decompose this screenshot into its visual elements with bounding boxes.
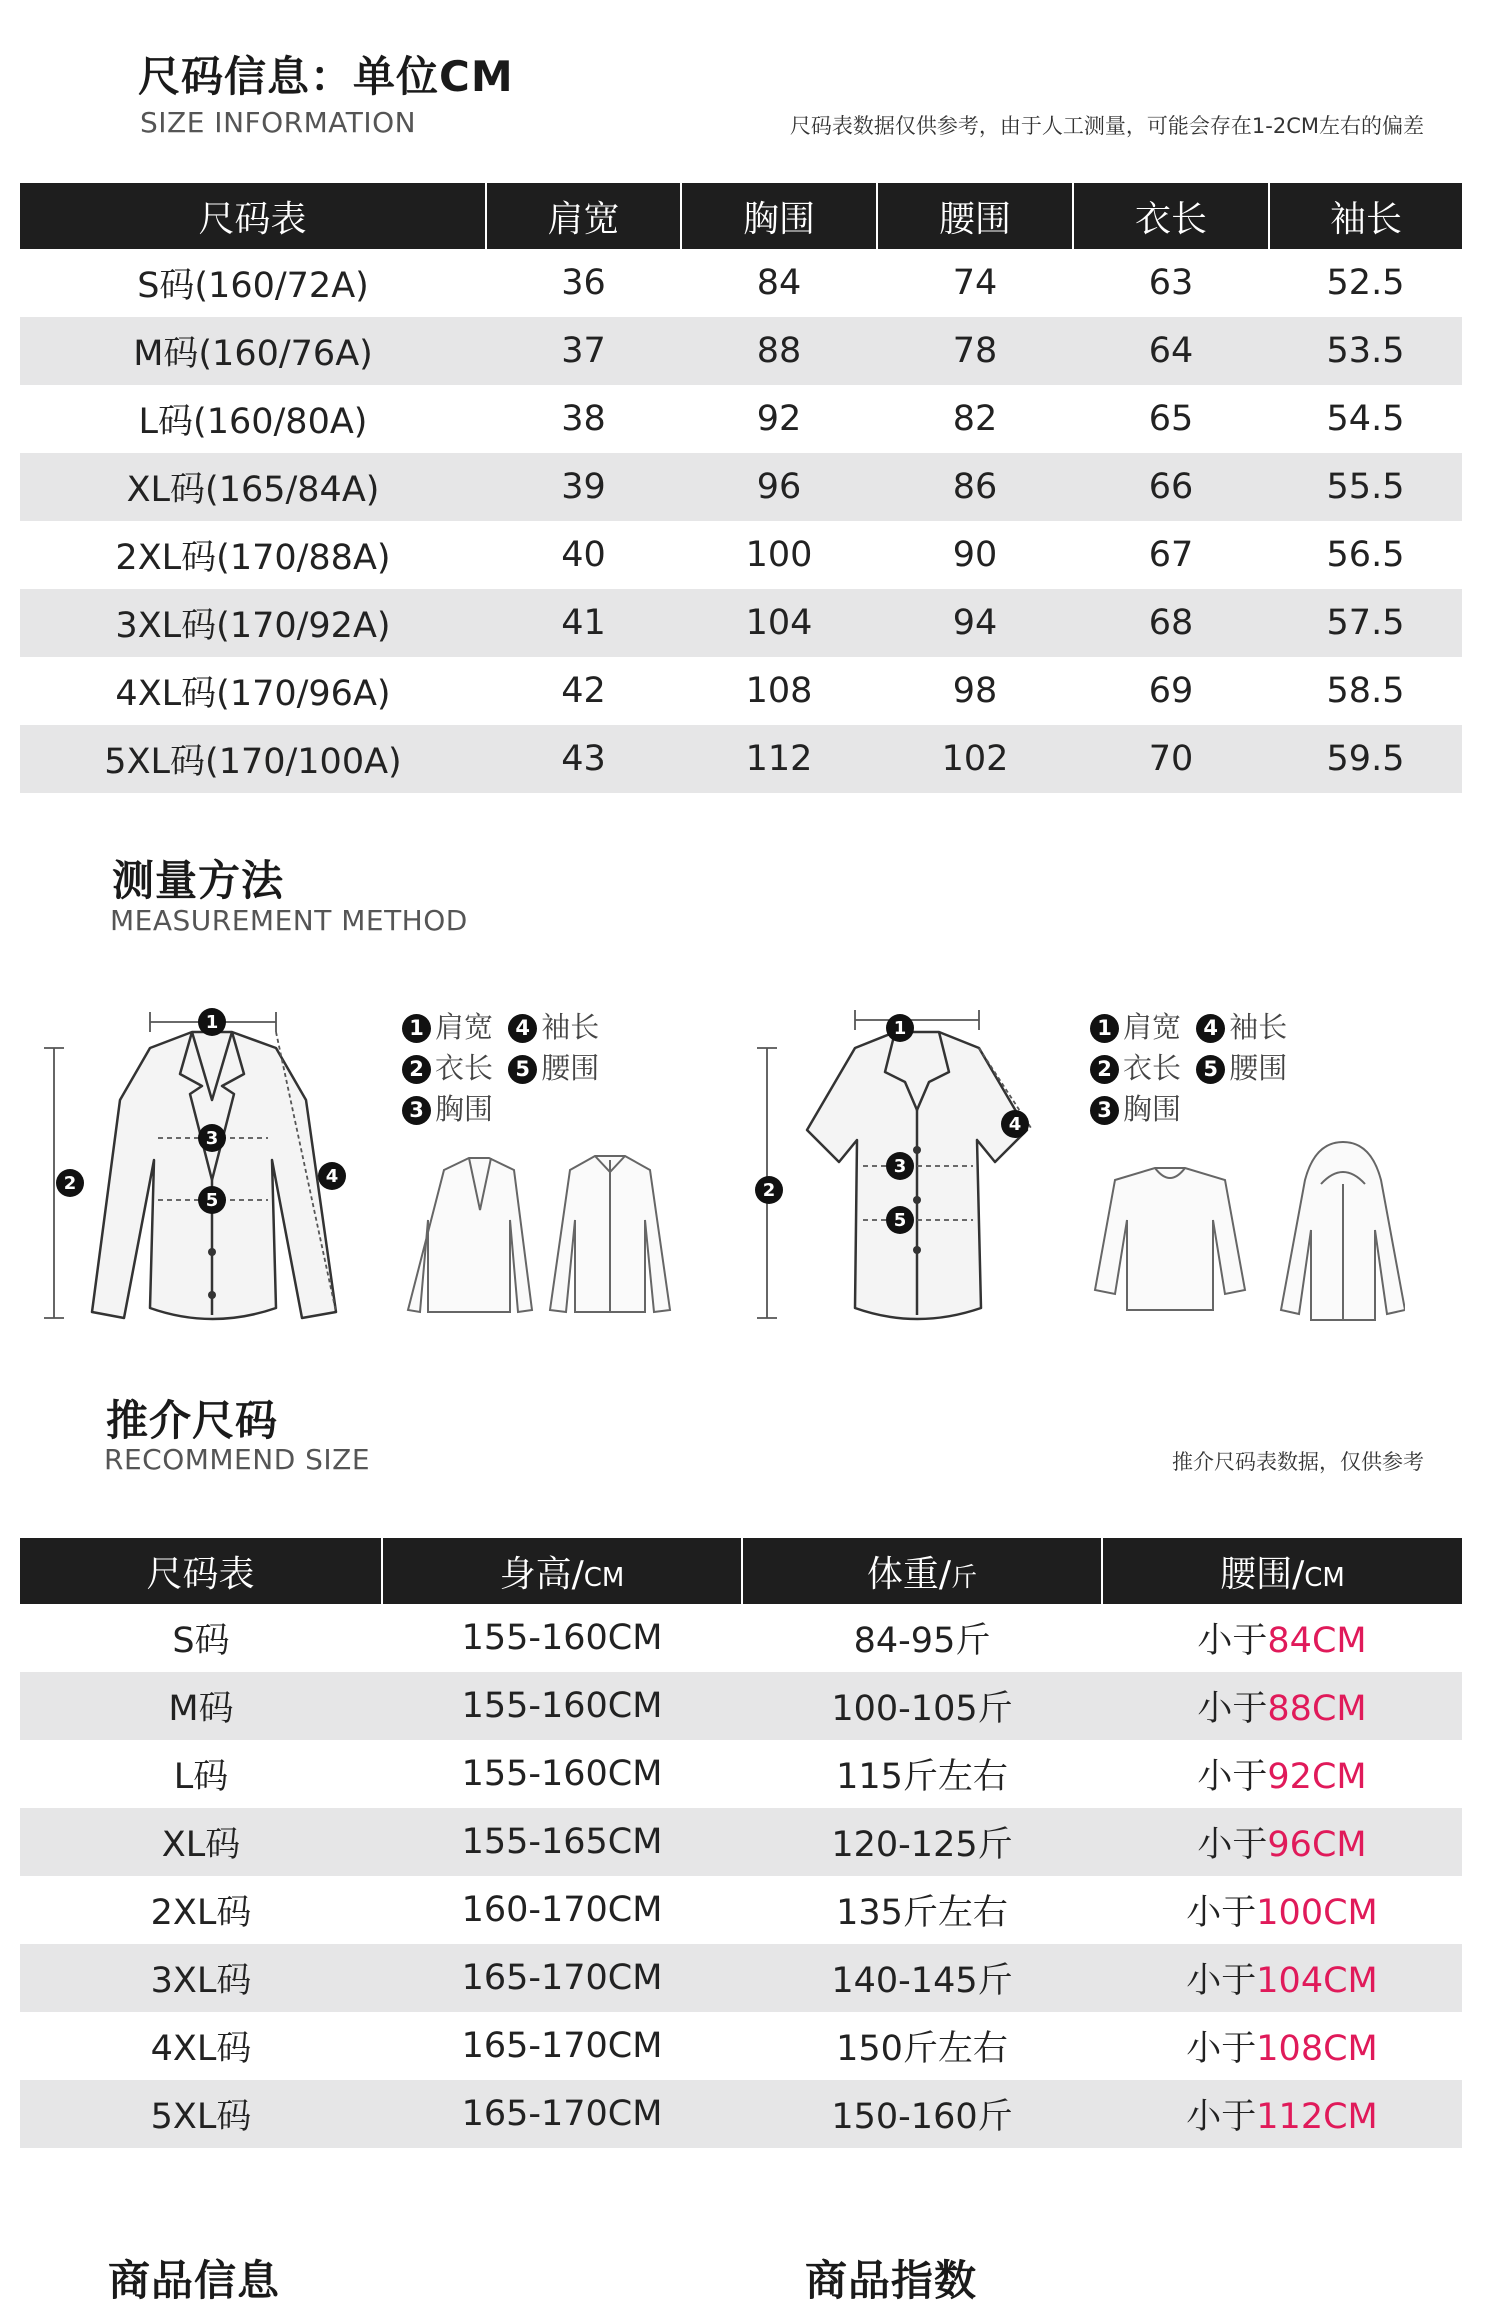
cell-size: 2XL码 <box>20 1876 382 1944</box>
cell-chest: 100 <box>681 521 877 589</box>
cell-shoulder: 37 <box>486 317 681 385</box>
cell-weight: 100-105斤 <box>742 1672 1102 1740</box>
legend-row <box>402 1046 599 1087</box>
waist-value: 88CM <box>1267 1689 1367 1729</box>
cell-chest: 96 <box>681 453 877 521</box>
legend-number-5: 5 <box>1196 1055 1225 1084</box>
cell-size: M码 <box>20 1672 382 1740</box>
cell-sleeve: 57.5 <box>1269 589 1462 657</box>
cell-length: 70 <box>1073 725 1269 793</box>
legend-number-2: 2 <box>1090 1055 1119 1084</box>
cell-sleeve: 59.5 <box>1269 725 1462 793</box>
header-waist-label: 腰围/ <box>1220 1553 1305 1595</box>
header-shoulder: 肩宽 <box>486 183 681 249</box>
cell-size: 3XL码 <box>20 1944 382 2012</box>
size-info-subtitle: SIZE INFORMATION <box>140 106 417 139</box>
cell-shoulder: 38 <box>486 385 681 453</box>
cell-shoulder: 40 <box>486 521 681 589</box>
cell-shoulder: 41 <box>486 589 681 657</box>
header-height-label: 身高/ <box>499 1553 584 1595</box>
size-table <box>20 183 1462 793</box>
cell-weight: 115斤左右 <box>742 1740 1102 1808</box>
recommend-note: 推介尺码表数据，仅供参考 <box>1172 1450 1424 1474</box>
legend-label-length: 衣长 <box>1123 1051 1182 1085</box>
legend-number-1: 1 <box>402 1014 431 1043</box>
cell-chest: 104 <box>681 589 877 657</box>
legend-number-4: 4 <box>508 1014 537 1043</box>
legend-number-4: 4 <box>1196 1014 1225 1043</box>
measurement-subtitle: MEASUREMENT METHOD <box>110 904 468 937</box>
svg-text:1: 1 <box>893 1018 907 1039</box>
svg-text:5: 5 <box>205 1190 219 1211</box>
cell-height: 155-160CM <box>382 1740 742 1808</box>
cell-size: 4XL码 <box>20 2012 382 2080</box>
cell-waist <box>1102 1740 1462 1808</box>
cell-waist <box>1102 1672 1462 1740</box>
hoodie-sketch-icon <box>1075 1140 1405 1330</box>
cell-weight: 150-160斤 <box>742 2080 1102 2148</box>
header-chest: 胸围 <box>681 183 877 249</box>
cell-length: 65 <box>1073 385 1269 453</box>
cell-waist <box>1102 1808 1462 1876</box>
cell-shoulder: 39 <box>486 453 681 521</box>
recommend-title: 推介尺码 <box>106 1396 279 1445</box>
legend-row <box>402 1005 599 1046</box>
cell-weight: 140-145斤 <box>742 1944 1102 2012</box>
header-waist-unit: CM <box>1304 1562 1345 1593</box>
jacket-diagram-illustration <box>40 990 380 1335</box>
waist-prefix: 小于 <box>1186 2097 1257 2137</box>
cell-size: XL码 <box>20 1808 382 1876</box>
measurement-title: 测量方法 <box>112 856 285 905</box>
legend-label-shoulder: 肩宽 <box>1123 1010 1182 1044</box>
waist-prefix: 小于 <box>1197 1825 1268 1865</box>
cell-waist: 86 <box>877 453 1073 521</box>
cell-waist: 94 <box>877 589 1073 657</box>
legend-number-5: 5 <box>508 1055 537 1084</box>
waist-prefix: 小于 <box>1197 1621 1268 1661</box>
cell-sleeve: 58.5 <box>1269 657 1462 725</box>
cell-chest: 92 <box>681 385 877 453</box>
waist-value: 96CM <box>1267 1825 1367 1865</box>
table-row <box>20 1740 1462 1808</box>
legend-label-waist: 腰围 <box>1229 1051 1288 1085</box>
table-row <box>20 657 1462 725</box>
cell-size: 2XL码(170/88A) <box>20 521 486 589</box>
legend-label-shoulder: 肩宽 <box>435 1010 494 1044</box>
cell-weight: 84-95斤 <box>742 1604 1102 1672</box>
cell-sleeve: 56.5 <box>1269 521 1462 589</box>
cell-waist: 78 <box>877 317 1073 385</box>
header-weight <box>742 1538 1102 1604</box>
header-sleeve: 袖长 <box>1269 183 1462 249</box>
table-row <box>20 1672 1462 1740</box>
cell-waist: 98 <box>877 657 1073 725</box>
legend-label-length: 衣长 <box>435 1051 494 1085</box>
cell-weight: 150斤左右 <box>742 2012 1102 2080</box>
product-index-title: 商品指数 <box>805 2256 978 2305</box>
header-height-unit: CM <box>583 1562 625 1593</box>
header-size <box>20 1538 382 1604</box>
size-info-note: 尺码表数据仅供参考，由于人工测量，可能会存在1-2CM左右的偏差 <box>789 114 1424 138</box>
header-weight-label: 体重/ <box>866 1553 952 1595</box>
header-weight-unit: 斤 <box>951 1562 978 1593</box>
cell-height: 155-160CM <box>382 1672 742 1740</box>
cell-shoulder: 42 <box>486 657 681 725</box>
legend-row <box>1090 1005 1287 1046</box>
cell-size: L码(160/80A) <box>20 385 486 453</box>
cell-chest: 108 <box>681 657 877 725</box>
legend-number-3: 3 <box>402 1096 431 1125</box>
cell-size: XL码(165/84A) <box>20 453 486 521</box>
legend-label-chest: 胸围 <box>435 1092 494 1126</box>
table-row <box>20 1944 1462 2012</box>
cell-length: 63 <box>1073 249 1269 317</box>
header-waist: 腰围 <box>877 183 1073 249</box>
cell-shoulder: 43 <box>486 725 681 793</box>
cell-waist: 102 <box>877 725 1073 793</box>
cell-length: 64 <box>1073 317 1269 385</box>
cell-size: 4XL码(170/96A) <box>20 657 486 725</box>
cell-height: 165-170CM <box>382 1944 742 2012</box>
cell-shoulder: 36 <box>486 249 681 317</box>
cell-size: 5XL码 <box>20 2080 382 2148</box>
waist-value: 100CM <box>1256 1893 1378 1933</box>
legend-row <box>1090 1046 1287 1087</box>
recommend-table-header <box>20 1538 1462 1604</box>
svg-text:1: 1 <box>205 1012 219 1033</box>
cell-height: 165-170CM <box>382 2012 742 2080</box>
waist-prefix: 小于 <box>1197 1689 1268 1729</box>
cell-waist: 90 <box>877 521 1073 589</box>
table-row <box>20 249 1462 317</box>
cell-height: 160-170CM <box>382 1876 742 1944</box>
table-row <box>20 2012 1462 2080</box>
waist-prefix: 小于 <box>1186 1893 1257 1933</box>
waist-value: 84CM <box>1267 1621 1367 1661</box>
cell-size: M码(160/76A) <box>20 317 486 385</box>
cell-chest: 84 <box>681 249 877 317</box>
cell-chest: 112 <box>681 725 877 793</box>
legend-number-3: 3 <box>1090 1096 1119 1125</box>
cell-length: 68 <box>1073 589 1269 657</box>
cell-sleeve: 54.5 <box>1269 385 1462 453</box>
waist-prefix: 小于 <box>1186 2029 1257 2069</box>
svg-text:5: 5 <box>893 1210 907 1231</box>
recommend-table <box>20 1538 1462 2148</box>
cell-waist: 82 <box>877 385 1073 453</box>
cell-height: 155-160CM <box>382 1604 742 1672</box>
table-row <box>20 1876 1462 1944</box>
cell-waist <box>1102 1604 1462 1672</box>
svg-text:3: 3 <box>893 1156 907 1177</box>
cell-size: L码 <box>20 1740 382 1808</box>
table-row <box>20 453 1462 521</box>
cell-waist: 74 <box>877 249 1073 317</box>
legend-label-chest: 胸围 <box>1123 1092 1182 1126</box>
recommend-subtitle: RECOMMEND SIZE <box>104 1443 371 1476</box>
table-row <box>20 725 1462 793</box>
legend-row <box>1090 1087 1181 1128</box>
legend-row <box>402 1087 493 1128</box>
header-height <box>382 1538 742 1604</box>
svg-text:4: 4 <box>325 1166 339 1187</box>
cell-length: 67 <box>1073 521 1269 589</box>
legend-number-1: 1 <box>1090 1014 1119 1043</box>
waist-value: 108CM <box>1256 2029 1378 2069</box>
size-table-header <box>20 183 1462 249</box>
table-row <box>20 2080 1462 2148</box>
cell-sleeve: 52.5 <box>1269 249 1462 317</box>
header-size: 尺码表 <box>20 183 486 249</box>
cell-height: 155-165CM <box>382 1808 742 1876</box>
size-info-title: 尺码信息：单位CM <box>138 52 514 101</box>
cell-waist <box>1102 1944 1462 2012</box>
waist-value: 104CM <box>1256 1961 1378 2001</box>
table-row <box>20 589 1462 657</box>
cell-weight: 135斤左右 <box>742 1876 1102 1944</box>
cell-size: 5XL码(170/100A) <box>20 725 486 793</box>
legend-label-sleeve: 袖长 <box>541 1010 600 1044</box>
cell-waist <box>1102 2080 1462 2148</box>
cell-size: 3XL码(170/92A) <box>20 589 486 657</box>
svg-text:4: 4 <box>1008 1114 1022 1135</box>
cell-length: 69 <box>1073 657 1269 725</box>
legend-number-2: 2 <box>402 1055 431 1084</box>
cell-size: S码 <box>20 1604 382 1672</box>
waist-prefix: 小于 <box>1186 1961 1257 2001</box>
table-row <box>20 1808 1462 1876</box>
table-row <box>20 385 1462 453</box>
shirt-diagram-illustration <box>745 990 1065 1335</box>
cell-waist <box>1102 2012 1462 2080</box>
waist-value: 92CM <box>1267 1757 1367 1797</box>
legend-label-waist: 腰围 <box>541 1051 600 1085</box>
cell-sleeve: 55.5 <box>1269 453 1462 521</box>
svg-text:2: 2 <box>63 1173 77 1194</box>
svg-text:3: 3 <box>205 1128 219 1149</box>
table-row <box>20 1604 1462 1672</box>
svg-text:2: 2 <box>762 1180 776 1201</box>
waist-value: 112CM <box>1256 2097 1378 2137</box>
table-row <box>20 317 1462 385</box>
cell-size: S码(160/72A) <box>20 249 486 317</box>
cell-height: 165-170CM <box>382 2080 742 2148</box>
table-row <box>20 521 1462 589</box>
cell-length: 66 <box>1073 453 1269 521</box>
header-length: 衣长 <box>1073 183 1269 249</box>
blazer-sketch-icon <box>400 1150 690 1320</box>
legend-label-sleeve: 袖长 <box>1229 1010 1288 1044</box>
header-size-label: 尺码表 <box>146 1553 255 1595</box>
cell-waist <box>1102 1876 1462 1944</box>
waist-prefix: 小于 <box>1197 1757 1268 1797</box>
header-waist <box>1102 1538 1462 1604</box>
cell-chest: 88 <box>681 317 877 385</box>
cell-weight: 120-125斤 <box>742 1808 1102 1876</box>
product-info-title: 商品信息 <box>108 2256 281 2305</box>
cell-sleeve: 53.5 <box>1269 317 1462 385</box>
